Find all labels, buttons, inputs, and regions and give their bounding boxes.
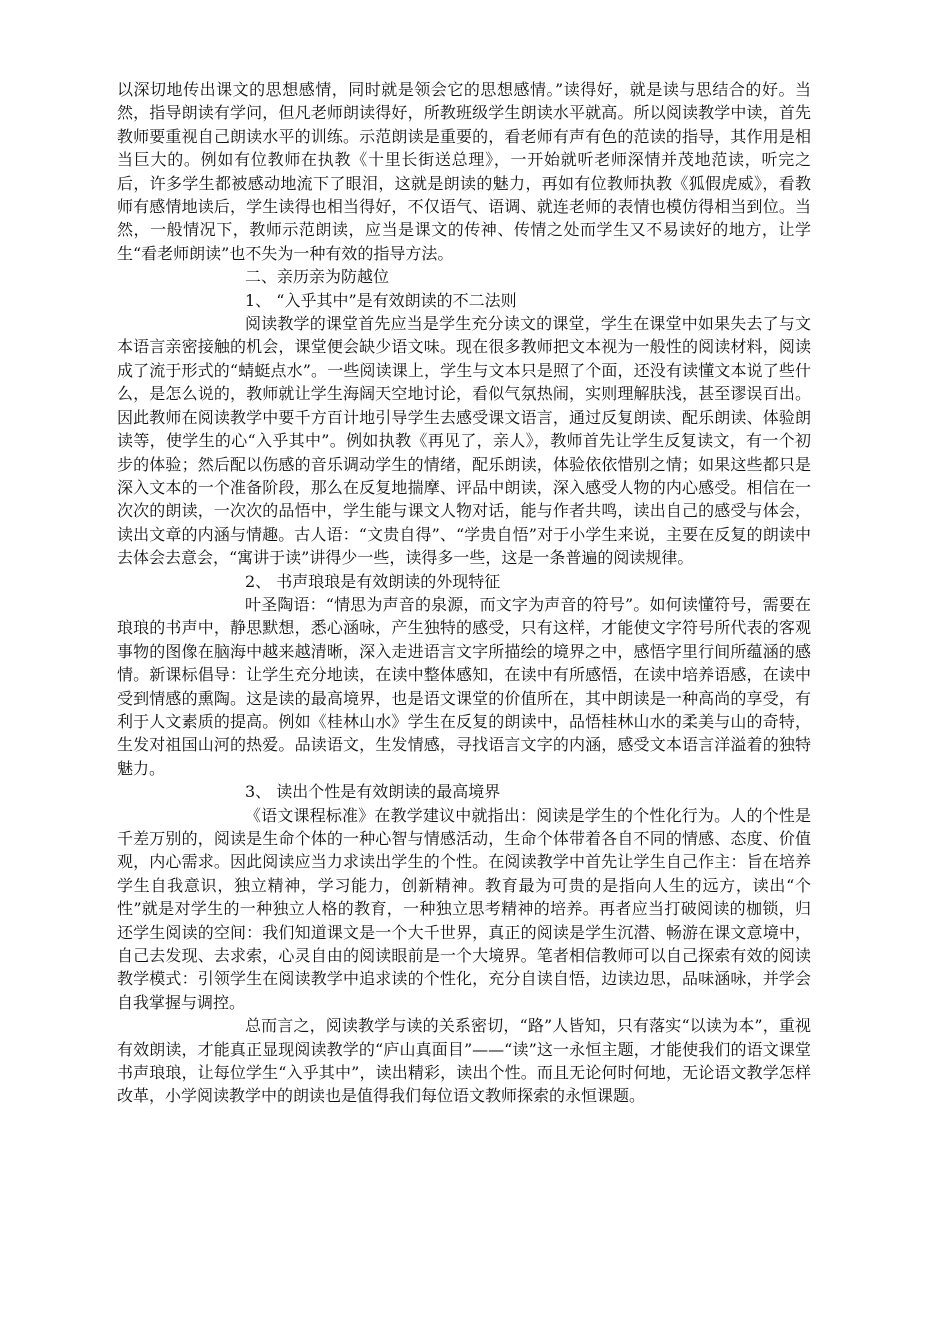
paragraph-1: 阅读教学的课堂首先应当是学生充分读文的课堂，学生在课堂中如果失去了与文本语言亲密接触的机会，课堂便会缺少语文味。现在很多教师把文本视为一般性的阅读材料，阅读成了流于形式的“蜻蜓点水”。一些阅读课上，学生与文本只是照了个面，还没有读懂文本说了些什么，是怎么说的，教师就让学生海阔天空地讨论，看似气氛热闹，实则理解肤浅，甚至谬误百出。因此教师在阅读教学中要千方百计地引导学生去感受课文语言，通过反复朗读、配乐朗读、体验朗读等，使学生的心“入乎其中”。例如执教《再见了，亲人》，教师首先让学生反复读文，有一个初步的体验；然后配以伤感的音乐调动学生的情绪，配乐朗读，体验依依惜别之情；如果这些都只是深入文本的一个准备阶段，那么在反复地揣摩、评品中朗读，深入感受人物的内心感受。相信在一次次的朗读，一次次的品悟中，学生能与课文人物对话，能与作者共鸣，读出自己的感受与体会，读出文章的内涵与情趣。古人语：“文贵自得”、“学贵自悟”对于小学生来说，主要在反复的朗读中去体会去意会，“寓讲于读”讲得少一些，读得多一些，这是一条普遍的阅读规律。 xyxy=(117,314,811,568)
paragraph-3: 《语文课程标准》在教学建议中就指出：阅读是学生的个性化行为。人的个性是千差万别的，阅读是生命个体的一种心智与情感活动，生命个体带着各自不同的情感、态度、价值观，内心需求。因此阅读应当力求读出学生的个性。在阅读教学中首先让学生自己作主：旨在培养学生自我意识，独立精神，学习能力，创新精神。教育最为可贵的是指向人生的远方，读出“个性”就是对学生的一种独立人格的教育，一种独立思考精神的培养。再者应当打破阅读的枷锁，归还学生阅读的空间：我们知道课文是一个大千世界，真正的阅读是学生沉潜、畅游在课文意境中，自己去发现、去求索，心灵自由的阅读眼前是一个大境界。笔者相信教师可以自己探索有效的阅读教学模式：引领学生在阅读教学中追求读的个性化，充分自读自悟，边读边思，品味涵咏，并学会自我掌握与调控。 xyxy=(117,805,811,1012)
paragraph-2: 叶圣陶语：“情思为声音的泉源，而文字为声音的符号”。如何读懂符号，需要在琅琅的书声中，静思默想，悉心涵咏，产生独特的感受，只有这样，才能使文字符号所代表的客观事物的图像在脑海中越来越清晰，深入走进语言文字所描绘的境界之中，感悟字里行间所蕴涵的感情。新课标倡导：让学生充分地读，在读中整体感知，在读中有所感悟，在读中培养语感，在读中受到情感的熏陶。这是读的最高境界，也是语文课堂的价值所在，其中朗读是一种高尚的享受，有利于人文素质的提高。例如《桂林山水》学生在反复的朗读中，品悟桂林山水的柔美与山的奇特，生发对祖国山河的热爱。品读语文，生发情感，寻找语言文字的内涵，感受文本语言洋溢着的独特魅力。 xyxy=(117,594,811,778)
paragraph-intro: 以深切地传出课文的思想感情，同时就是领会它的思想感情。”读得好，就是读与思结合的好。当然，指导朗读有学问，但凡老师朗读得好，所教班级学生朗读水平就高。所以阅读教学中读，首先教师要重视自己朗读水平的训练。示范朗读是重要的，看老师有声有色的范读的指导，其作用是相当巨大的。例如有位教师在执教《十里长街送总理》，一开始就听老师深情并茂地范读，听完之后，许多学生都被感动地流下了眼泪，这就是朗读的魅力，再如有位教师执教《狐假虎威》，看教师有感情地读后，学生读得也相当得好，不仅语气、语调、就连老师的表情也模仿得相当到位。当然，一般情况下，教师示范朗读，应当是课文的传神、传情之处而学生又不易读好的地方，让学生“看老师朗读”也不失为一种有效的指导方法。 xyxy=(117,80,811,263)
paragraph-conclusion: 总而言之，阅读教学与读的关系密切，“路”人皆知，只有落实“以读为本”，重视有效朗读，才能真正显现阅读教学的“庐山真面目”——“读”这一永恒主题，才能使我们的语文课堂书声琅琅，让每位学生“入乎其中”，读出精彩，读出个性。而且无论何时何地，无论语文教学怎样改革，小学阅读教学中的朗读也是值得我们每位语文教师探索的永恒课题。 xyxy=(117,1016,811,1106)
section-heading-2: 二、亲历亲为防越位 xyxy=(245,267,390,287)
subheading-2: 2、 书声琅琅是有效朗读的外现特征 xyxy=(245,571,501,591)
subheading-1: 1、 “入乎其中”是有效朗读的不二法则 xyxy=(245,290,517,310)
document-body xyxy=(117,78,811,1108)
subheading-3: 3、 读出个性是有效朗读的最高境界 xyxy=(245,782,501,802)
